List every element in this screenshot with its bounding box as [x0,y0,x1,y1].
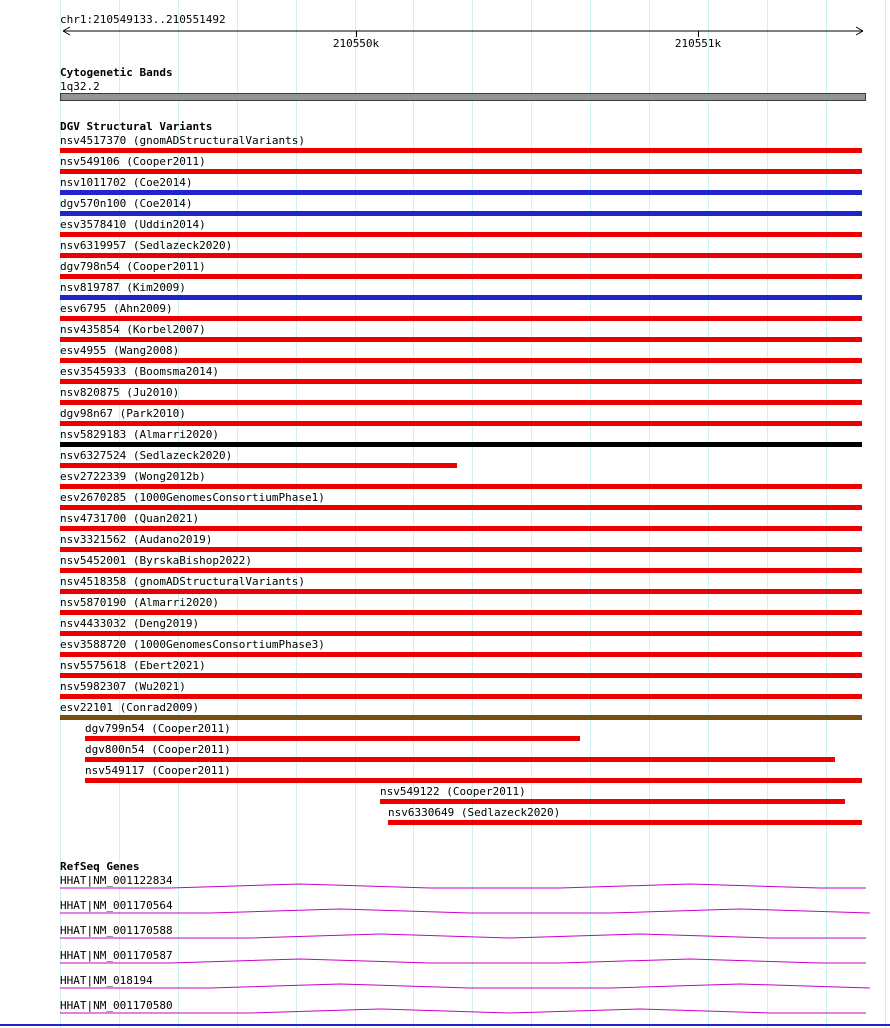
variant-bar[interactable] [60,484,862,489]
grid-line [413,0,414,1028]
variant-label[interactable]: nsv4731700 (Quan2021) [60,512,200,525]
variant-bar[interactable] [60,190,862,195]
variant-label[interactable]: esv2670285 (1000GenomesConsortiumPhase1) [60,491,325,504]
variant-bar[interactable] [60,589,862,594]
gene-label[interactable]: HHAT|NM_018194 [60,974,153,987]
gene-label[interactable]: HHAT|NM_001170588 [60,924,173,937]
variant-label[interactable]: dgv98n67 (Park2010) [60,407,186,420]
gene-line[interactable] [0,1007,890,1017]
variant-label[interactable]: esv3588720 (1000GenomesConsortiumPhase3) [60,638,325,651]
grid-line [237,0,238,1028]
variant-bar[interactable] [60,547,862,552]
cytoband-name: 1q32.2 [60,80,100,93]
variant-bar[interactable] [60,358,862,363]
variant-label[interactable]: nsv3321562 (Audano2019) [60,533,213,546]
grid-line [767,0,768,1028]
variant-bar[interactable] [60,610,862,615]
variant-bar[interactable] [60,295,862,300]
gene-label[interactable]: HHAT|NM_001170580 [60,999,173,1012]
variant-bar[interactable] [85,757,835,762]
variant-bar[interactable] [85,736,580,741]
genes-track-title: RefSeq Genes [60,860,140,873]
variant-bar[interactable] [60,505,862,510]
variant-bar[interactable] [60,463,457,468]
grid-line [649,0,650,1028]
variant-label[interactable]: nsv6327524 (Sedlazeck2020) [60,449,233,462]
gene-label[interactable]: HHAT|NM_001170564 [60,899,173,912]
gene-line[interactable] [0,982,890,992]
gene-line[interactable] [0,932,890,942]
variant-bar[interactable] [60,232,862,237]
ruler-arrow [0,24,890,40]
variant-label[interactable]: nsv5575618 (Ebert2021) [60,659,206,672]
variant-label[interactable]: esv3545933 (Boomsma2014) [60,365,219,378]
variant-label[interactable]: esv2722339 (Wong2012b) [60,470,206,483]
variant-label[interactable]: esv6795 (Ahn2009) [60,302,173,315]
variant-bar[interactable] [60,715,862,720]
grid-line [826,0,827,1028]
ruler-tick-label: 210550k [332,37,380,50]
gene-line[interactable] [0,957,890,967]
grid-line [885,0,886,1028]
gene-line[interactable] [0,882,890,892]
variant-label[interactable]: nsv5870190 (Almarri2020) [60,596,219,609]
variant-label[interactable]: nsv5982307 (Wu2021) [60,680,186,693]
variant-label[interactable]: nsv6319957 (Sedlazeck2020) [60,239,233,252]
variant-bar[interactable] [60,694,862,699]
variant-bar[interactable] [60,337,862,342]
variant-label[interactable]: nsv549117 (Cooper2011) [85,764,231,777]
variant-bar[interactable] [85,778,862,783]
gene-label[interactable]: HHAT|NM_001170587 [60,949,173,962]
variant-bar[interactable] [60,421,862,426]
variant-bar[interactable] [60,169,862,174]
variant-label[interactable]: nsv819787 (Kim2009) [60,281,186,294]
variant-label[interactable]: nsv1011702 (Coe2014) [60,176,193,189]
variant-label[interactable]: dgv800n54 (Cooper2011) [85,743,231,756]
variant-label[interactable]: nsv549122 (Cooper2011) [380,785,526,798]
variant-bar[interactable] [60,316,862,321]
grid-line [531,0,532,1028]
variant-label[interactable]: nsv6330649 (Sedlazeck2020) [388,806,561,819]
gene-line[interactable] [0,907,890,917]
variant-bar[interactable] [60,673,862,678]
grid-line [708,0,709,1028]
variant-label[interactable]: nsv820875 (Ju2010) [60,386,180,399]
grid-line [355,0,356,1028]
region-coordinates: chr1:210549133..210551492 [60,13,226,26]
variant-bar[interactable] [60,211,862,216]
variant-label[interactable]: nsv435854 (Korbel2007) [60,323,206,336]
variants-track-title: DGV Structural Variants [60,120,213,133]
variant-label[interactable]: nsv5452001 (ByrskaBishop2022) [60,554,253,567]
bottom-border-line [0,1024,890,1026]
variant-bar[interactable] [60,253,862,258]
grid-line [296,0,297,1028]
variant-bar[interactable] [60,148,862,153]
variant-bar[interactable] [60,379,862,384]
variant-label[interactable]: esv22101 (Conrad2009) [60,701,200,714]
variant-bar[interactable] [60,400,862,405]
variant-label[interactable]: nsv4433032 (Deng2019) [60,617,200,630]
variant-label[interactable]: nsv4517370 (gnomADStructuralVariants) [60,134,306,147]
variant-bar[interactable] [60,274,862,279]
variant-bar[interactable] [60,631,862,636]
variant-label[interactable]: nsv549106 (Cooper2011) [60,155,206,168]
grid-line [590,0,591,1028]
cytoband-bar[interactable] [60,93,866,101]
variant-label[interactable]: esv4955 (Wang2008) [60,344,180,357]
ruler-tick-label: 210551k [674,37,722,50]
variant-bar[interactable] [380,799,845,804]
variant-label[interactable]: dgv798n54 (Cooper2011) [60,260,206,273]
variant-label[interactable]: nsv4518358 (gnomADStructuralVariants) [60,575,306,588]
cytobands-track-title: Cytogenetic Bands [60,66,173,79]
gene-label[interactable]: HHAT|NM_001122834 [60,874,173,887]
variant-bar[interactable] [60,526,862,531]
variant-label[interactable]: nsv5829183 (Almarri2020) [60,428,219,441]
variant-bar[interactable] [60,442,862,447]
variant-bar[interactable] [60,568,862,573]
grid-line [472,0,473,1028]
variant-label[interactable]: dgv570n100 (Coe2014) [60,197,193,210]
variant-bar[interactable] [388,820,862,825]
variant-label[interactable]: esv3578410 (Uddin2014) [60,218,206,231]
variant-bar[interactable] [60,652,862,657]
variant-label[interactable]: dgv799n54 (Cooper2011) [85,722,231,735]
